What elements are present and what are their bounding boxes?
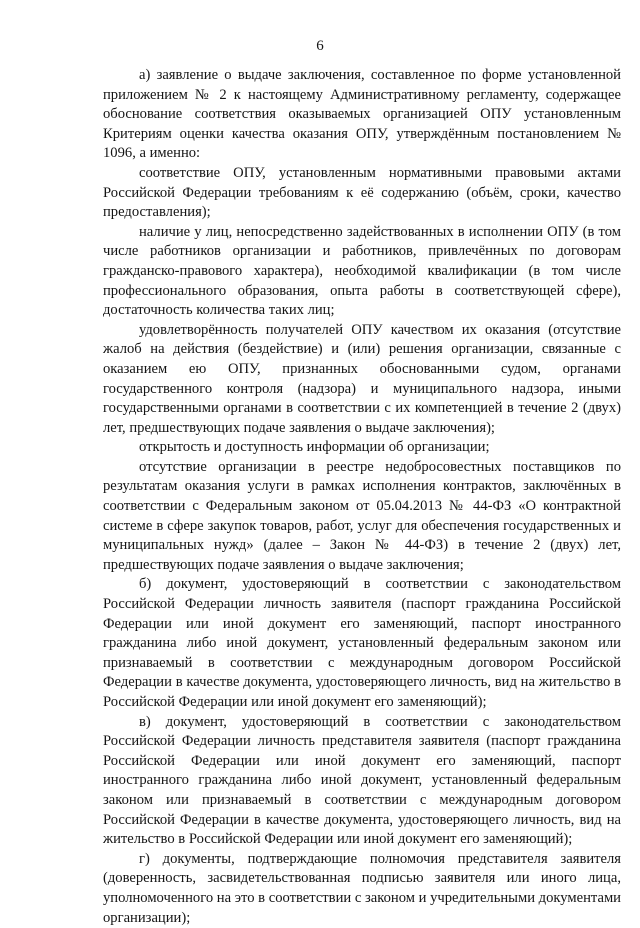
page-number: 6 <box>316 38 324 54</box>
paragraph-criterion-qualification: наличие у лиц, непосредственно задействованных в исполнении ОПУ (в том числе работников организации и работников, привлечённых по договорам гражданско-правового характера), необходимой квалификации (в том числе профессионального образования, опыта работы в соответствующей сфере), достаточность количества таких лиц; <box>103 223 621 319</box>
paragraph-criterion-openness: открытость и доступность информации об организации; <box>139 439 490 456</box>
paragraph-criterion-compliance: соответствие ОПУ, установленным нормативными правовыми актами Российской Федерации требованиям к её содержанию (объём, сроки, качество предоставления); <box>103 164 621 221</box>
paragraph-criterion-registry: отсутствие организации в реестре недобросовестных поставщиков по результатам оказания услуги в рамках исполнения контрактов, заключённых в соответствии с Федеральным законом от 05.04.2013 № 44-ФЗ «О контрактной системе в сфере закупок товаров, работ, услуг для обеспечения государственных и муниципальных нужд» (далее – Закон № 44-ФЗ) в течение 2 (двух) лет, предшествующих подаче заявления о выдаче заключения; <box>103 458 621 573</box>
paragraph-item-g: г) документы, подтверждающие полномочия представителя заявителя (доверенность, засвидетельствованная подписью заявителя или иного лица, уполномоченного на это в соответствии с законом и учредительными документами организации); <box>103 850 621 926</box>
paragraph-item-b: б) документ, удостоверяющий в соответствии с законодательством Российской Федерации личность заявителя (паспорт гражданина Российской Федерации или иной документ его заменяющий, паспорт иностранного гражданина либо иной документ, установленный федеральным законом или признаваемый в соответствии с международным договором Российской Федерации в качестве документа, удостоверяющего личность, вид на жительство в Российской Федерации или иной документ его заменяющий); <box>103 576 621 710</box>
paragraph-criterion-satisfaction: удовлетворённость получателей ОПУ качеством их оказания (отсутствие жалоб на действия (бездействие) и (или) решения организации, связанные с оказанием ею ОПУ, признанных обоснованными судом, органами государственного контроля (надзора) и муниципального надзора, иными государственными органами в соответствии с их компетенцией в течение 2 (двух) лет, предшествующих подаче заявления о выдаче заключения); <box>103 321 621 436</box>
paragraph-item-v: в) документ, удостоверяющий в соответствии с законодательством Российской Федерации личность представителя заявителя (паспорт гражданина Российской Федерации или иной документ его заменяющий, паспорт иностранного гражданина либо иной документ, установленный федеральным законом или признаваемый в соответствии с международным договором Российской Федерации в качестве документа, удостоверяющего личность, вид на жительство в Российской Федерации или иной документ его заменяющий); <box>103 713 621 848</box>
paragraph-item-a: а) заявление о выдаче заключения, составленное по форме установленной приложением № 2 к настоящему Административному регламенту, содержащее обоснование соответствия оказываемых организацией ОПУ установленным Критериям оценки качества оказания ОПУ, утверждённым постановлением № 1096, а именно: <box>103 67 621 162</box>
document-body <box>103 66 621 928</box>
